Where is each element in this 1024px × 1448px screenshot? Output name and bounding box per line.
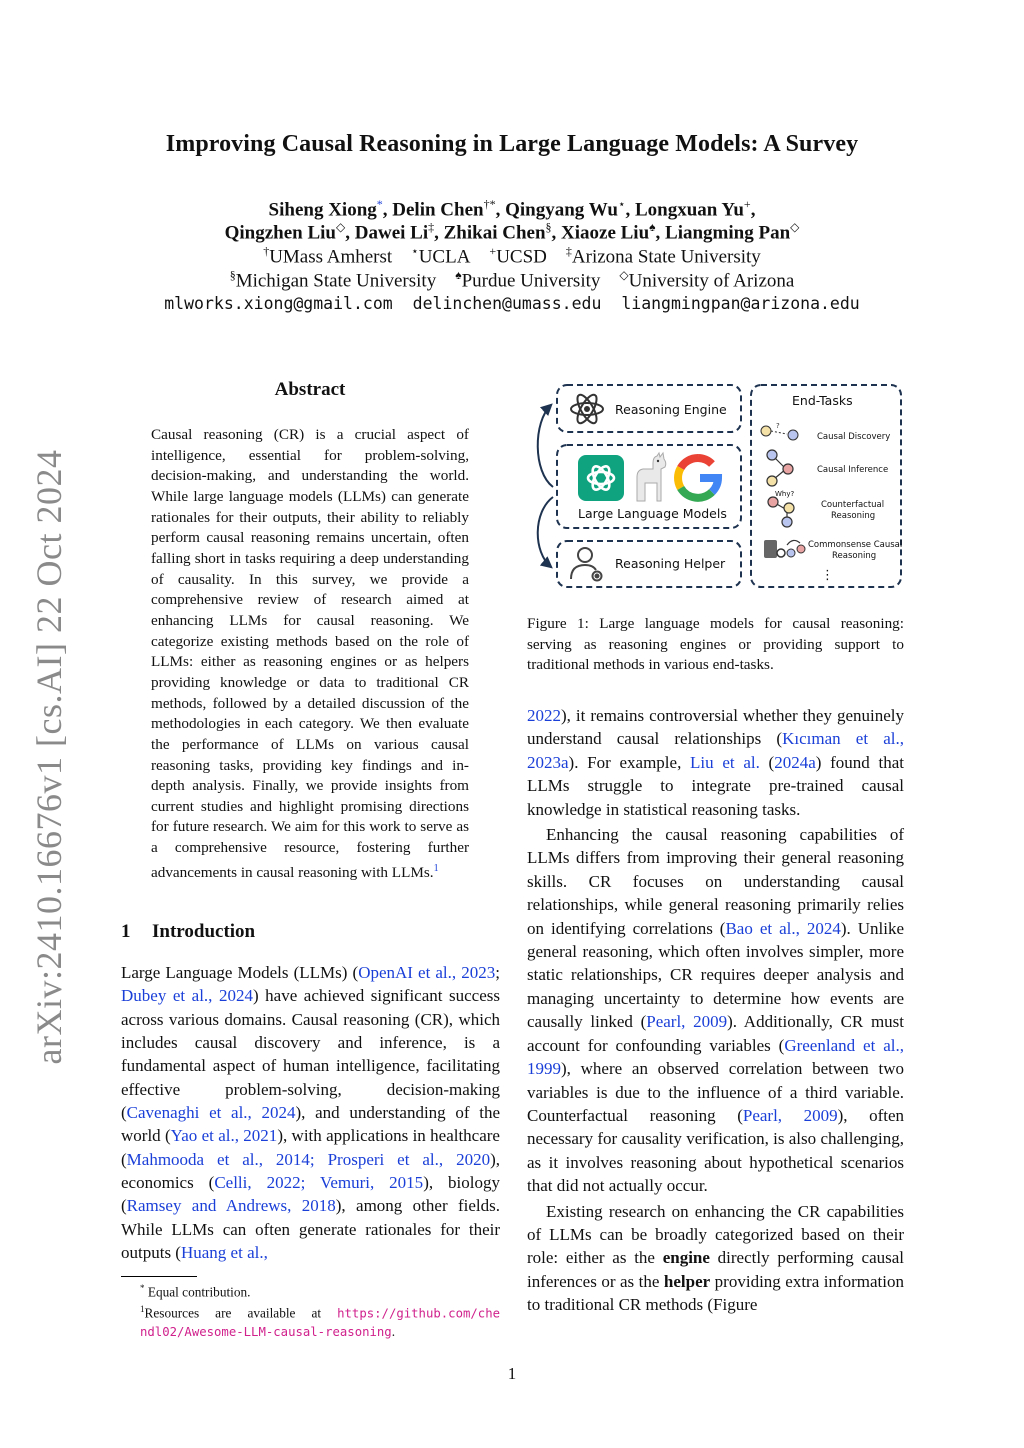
paper-title: Improving Causal Reasoning in Large Language Models: A Survey xyxy=(165,131,859,157)
task-counterfactual-line2: Reasoning xyxy=(831,511,876,521)
citation-link[interactable]: Cavenaghi et al., 2024 xyxy=(126,1103,296,1123)
body-text: ). Additionally, CR must account for confounding variables ( xyxy=(527,1012,905,1055)
footnote-mark: 1 xyxy=(140,1303,145,1314)
body-text: providing extra information to traditional CR methods (Figure xyxy=(527,1271,905,1315)
task-causal-inference: Causal Inference xyxy=(817,465,889,475)
author-line-2: Qingzhen Liu◇, Dawei Li‡, Zhikai Chen§, Xiaoze Liu♠, Liangming Pan◇ xyxy=(224,220,800,244)
section-heading xyxy=(121,921,255,943)
body-text: ), where an observed correlation between two variables is due to the influence of a third variable. Counterfactual reasoning ( xyxy=(527,1059,904,1125)
body-text: ), economics ( xyxy=(121,1149,500,1193)
arrow-llm-to-helper xyxy=(538,497,553,567)
citation-link[interactable]: Pearl, 2009 xyxy=(646,1012,728,1032)
author-mark: ♠ xyxy=(649,220,656,234)
author-emails[interactable]: mlworks.xiong@gmail.com delinchen@umass.edu liangmingpan@arizona.edu xyxy=(164,294,860,313)
footnote-equal-contribution xyxy=(121,1280,500,1301)
affiliation-mark: ⋆ xyxy=(411,244,419,258)
footnotes xyxy=(121,1280,500,1341)
affiliation-mark: § xyxy=(229,268,236,282)
author-name: Zhikai Chen xyxy=(443,222,546,244)
affiliation-mark: ♠ xyxy=(455,268,462,282)
body-text: ), and understanding of the world ( xyxy=(121,1103,500,1146)
footnote-resources xyxy=(121,1301,500,1341)
author-line-1: Siheng Xiong*, Delin Chen†*, Qingyang Wu⋆, Longxuan Yu+, xyxy=(268,197,756,221)
abstract-heading: Abstract xyxy=(274,379,346,400)
citation-link[interactable]: OpenAI et al., 2023 xyxy=(358,963,496,982)
author-name: Qingzhen Liu xyxy=(224,222,337,244)
affiliation-mark: + xyxy=(489,244,497,258)
citation-link[interactable]: Huang et al., xyxy=(180,1243,268,1263)
author-name: Delin Chen xyxy=(392,199,484,221)
citation-link[interactable]: Ramsey and Andrews, 2018 xyxy=(126,1196,336,1216)
footnote-mark: * xyxy=(140,1283,145,1293)
intro-left-column xyxy=(121,961,500,1264)
body-text: ; xyxy=(495,963,500,982)
end-tasks-heading: End-Tasks xyxy=(792,393,853,408)
emphasis-engine: engine xyxy=(662,1248,710,1268)
section-title: Introduction xyxy=(152,921,256,942)
body-text: ), it remains controversial whether they genuinely understand causal relationships ( xyxy=(527,706,904,749)
reasoning-engine-label: Reasoning Engine xyxy=(615,402,727,417)
causal-discovery-icon xyxy=(761,422,798,440)
citation-link[interactable]: Dubey et al., 2024 xyxy=(121,986,253,1006)
author-mark: ◇ xyxy=(790,220,800,234)
causal-inference-icon xyxy=(767,450,793,486)
affiliation-mark: † xyxy=(263,244,270,258)
paragraph xyxy=(527,1200,904,1317)
body-text: Enhancing the causal reasoning capabilities of LLMs differs from improving their general reasoning skills. CR focuses on understanding causal relationships, while general reasoning primarily relies on identifying correlations ( xyxy=(527,825,904,938)
footnote-text: Resources are available at xyxy=(144,1305,338,1321)
llm-label: Large Language Models xyxy=(578,506,727,521)
body-text: ), biology ( xyxy=(121,1173,500,1216)
citation-link[interactable]: Mahmooda et al., 2014; Prosperi et al., 2020 xyxy=(126,1149,491,1169)
citation-link[interactable]: Pearl, 2009 xyxy=(742,1105,838,1125)
body-text: ). Unlike general reasoning, which often involves simpler, more static relationships, CR requires deeper analysis and managing uncertainty to determine how events are causally linked ( xyxy=(527,918,904,1032)
author-mark: § xyxy=(545,220,552,234)
affiliation: UMass Amherst xyxy=(269,246,393,268)
citation-link[interactable]: Yao et al., 2021 xyxy=(170,1126,278,1146)
citation-link[interactable]: Kıcıman et al., 2023a xyxy=(527,729,904,772)
author-mark: ◇ xyxy=(336,220,346,234)
affiliation: University of Arizona xyxy=(628,270,795,292)
citation-link[interactable]: Bao et al., 2024 xyxy=(725,918,841,938)
body-text: ), among other fields. While LLMs can often generate rationales for their outputs ( xyxy=(121,1196,500,1263)
abstract-body xyxy=(151,425,469,884)
emphasis-helper: helper xyxy=(663,1271,711,1291)
more-tasks-ellipsis: ⋮ xyxy=(821,568,834,583)
citation-link[interactable]: Celli, 2022; Vemuri, 2015 xyxy=(214,1173,424,1193)
person-gear-icon xyxy=(571,548,602,581)
author-name: Xiaoze Liu xyxy=(561,222,650,244)
author-mark: * xyxy=(376,197,383,211)
affiliation: Purdue University xyxy=(461,270,601,292)
affiliation: UCSD xyxy=(496,246,547,268)
abstract-text: Causal reasoning (CR) is a crucial aspect of intelligence, essential for problem-solving, decision-making, and understanding the world. While large language models (LLMs) can generate rationales for their outputs, their ability to reliably perform causal reasoning remains uncertain, often falling short in tasks requiring a deep understanding of causality. In this survey, we provide a comprehensive review of research aimed at enhancing LLMs for causal reasoning. We categorize existing methods based on the role of LLMs: either as reasoning engines or as helpers providing knowledge or data to traditional CR methods, followed by a detailed discussion of the methodologies in each category. We then evaluate the performance of LLMs on various causal reasoning tasks, providing key findings and in-depth analysis. Finally, we provide insights from current studies and highlight promising directions for future research. We aim for this work to serve as a comprehensive resource, fostering further advancements in causal reasoning with LLMs. xyxy=(151,426,469,881)
svg-text:?: ? xyxy=(776,422,780,430)
affiliation: Michigan State University xyxy=(235,270,437,292)
citation-link[interactable]: 2024a xyxy=(774,752,816,772)
body-text: ) found that LLMs struggle to integrate pre-trained causal knowledge in statistical reasoning tasks. xyxy=(527,752,904,819)
affiliation-line-2 xyxy=(0,268,1024,292)
body-text: ) have achieved significant success across various domains. Causal reasoning (CR), which includes causal discovery and inference, is a fundamental aspect of human intelligence, facilitating effective problem-solving, decision-making ( xyxy=(121,986,501,1123)
author-name: Longxuan Yu xyxy=(634,199,744,221)
paragraph xyxy=(527,823,904,1198)
google-logo-icon xyxy=(678,458,718,498)
body-text: ). For example, xyxy=(568,752,691,772)
affiliation: UCLA xyxy=(418,246,471,268)
page-number: 1 xyxy=(507,1364,517,1383)
task-commonsense-line2: Reasoning xyxy=(832,551,877,561)
body-text: directly performing causal inferences or as the xyxy=(527,1248,904,1291)
intro-right-column xyxy=(527,704,904,1317)
task-causal-discovery: Causal Discovery xyxy=(817,432,891,442)
body-text: ), with applications in healthcare ( xyxy=(121,1126,500,1169)
arxiv-identifier-stamp: arXiv:2410.16676v1 [cs.AI] 22 Oct 2024 xyxy=(29,449,69,1065)
counterfactual-icon xyxy=(768,497,794,527)
task-counterfactual-line1: Counterfactual xyxy=(821,500,885,510)
body-text: ( xyxy=(759,752,775,772)
footnote-text: Equal contribution. xyxy=(147,1284,251,1300)
citation-link[interactable]: Greenland et al., 1999 xyxy=(527,1035,904,1079)
author-name: Liangming Pan xyxy=(665,222,791,244)
why-label: Why? xyxy=(775,490,795,498)
commonsense-icon xyxy=(764,540,805,558)
body-text: Large Language Models (LLMs) ( xyxy=(121,963,359,982)
task-commonsense-line1: Commonsense Causal xyxy=(808,540,903,550)
llama-icon xyxy=(637,453,666,501)
footnote-text: . xyxy=(391,1323,396,1339)
citation-link[interactable]: Liu et al. xyxy=(690,752,760,772)
author-mark: ⋆ xyxy=(617,197,626,211)
affiliation-mark: ◇ xyxy=(619,268,629,282)
author-name: Dawei Li xyxy=(354,222,429,244)
affiliation-mark: ‡ xyxy=(565,244,572,258)
resources-url-link[interactable]: https://github.com/chendl02/Awesome-LLM-causal-reasoning xyxy=(140,1306,500,1339)
author-mark: †* xyxy=(483,197,496,211)
arrow-llm-to-engine xyxy=(538,405,553,487)
body-text: Existing research on enhancing the CR capabilities of LLMs can be broadly categorized based on their role: either as the xyxy=(527,1201,904,1268)
reasoning-helper-label: Reasoning Helper xyxy=(615,556,726,571)
affiliation: Arizona State University xyxy=(571,246,761,268)
author-name: Siheng Xiong xyxy=(268,199,377,221)
author-name: Qingyang Wu xyxy=(505,199,618,221)
affiliation-line-1 xyxy=(0,244,1024,268)
section-number: 1 xyxy=(121,921,131,942)
footnote-rule xyxy=(121,1276,197,1277)
author-mark: + xyxy=(743,197,751,211)
paragraph xyxy=(527,704,904,821)
figure-1-caption: Figure 1: Large language models for causal reasoning: serving as reasoning engines or providing support to traditional methods in various end-tasks. xyxy=(527,615,904,674)
atom-icon xyxy=(571,392,603,426)
citation-link[interactable]: 2022 xyxy=(527,706,561,725)
body-text: ), often necessary for causality verification, is also challenging, as it involves reasoning about hypothetical scenarios that did not actually occur. xyxy=(527,1105,905,1196)
figure-1-diagram xyxy=(525,377,910,595)
footnote-link[interactable]: 1 xyxy=(433,862,439,874)
openai-logo-icon xyxy=(578,455,624,501)
author-mark: ‡ xyxy=(428,220,435,234)
